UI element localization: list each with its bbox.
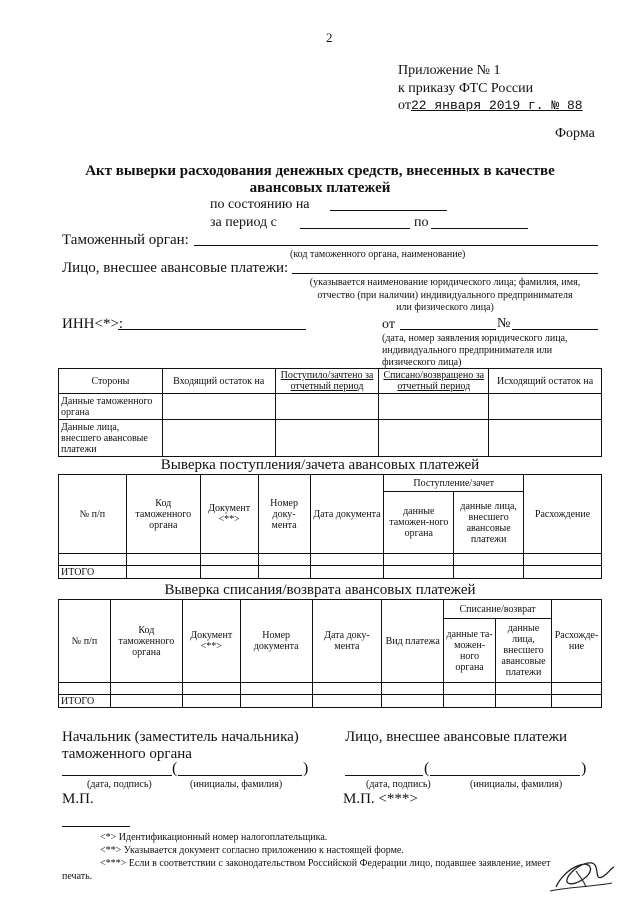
writeoff-header-discrepancy: Расхожде-ние — [551, 600, 601, 683]
handwritten-signature-icon — [546, 847, 618, 897]
payer-initials-field[interactable] — [430, 775, 580, 776]
footnote-divider — [62, 826, 130, 827]
chief-initials-field[interactable] — [178, 775, 302, 776]
payer-initials-bracket-open: ( — [424, 760, 430, 777]
receipt-cell[interactable] — [454, 554, 524, 566]
summary-table — [58, 368, 602, 457]
summary-cell[interactable] — [379, 420, 489, 457]
receipt-header-group: Поступление/зачет — [384, 475, 524, 492]
chief-date-sign-field[interactable] — [62, 775, 172, 776]
summary-header-received: Поступило/зачтено за отчетный период — [275, 369, 379, 394]
receipt-header-discrepancy: Расхождение — [524, 475, 602, 554]
period-from-label: за период с — [210, 215, 277, 230]
chief-initials-hint: (инициалы, фамилия) — [190, 779, 283, 790]
payer-hint-2: отчество (при наличии) индивидуального предпринимателя — [317, 290, 573, 301]
receipt-cell[interactable] — [384, 566, 454, 579]
writeoff-header-customs-data: данные та-можен-ного органа — [444, 619, 496, 683]
receipt-cell[interactable] — [454, 566, 524, 579]
writeoff-header-payment-type: Вид платежа — [382, 600, 444, 683]
footnote-4: печать. — [62, 871, 93, 882]
writeoff-cell[interactable] — [444, 695, 496, 708]
customs-authority-field[interactable] — [194, 245, 598, 246]
application-number-field[interactable] — [512, 329, 598, 330]
as-of-label: по состоянию на — [210, 197, 310, 212]
summary-header-opening-balance: Входящий остаток на — [162, 369, 275, 394]
receipt-cell[interactable] — [126, 566, 200, 579]
period-from-field[interactable] — [300, 228, 410, 229]
chief-initials-bracket-close: ) — [303, 760, 309, 777]
period-to-field[interactable] — [431, 228, 528, 229]
inn-label: ИНН<*>: — [62, 316, 124, 332]
application-hint-1: (дата, номер заявления юридического лица, — [382, 333, 568, 344]
writeoff-header-doc-date: Дата доку-мента — [312, 600, 382, 683]
receipt-cell[interactable] — [59, 554, 127, 566]
summary-row-customs-label: Данные таможенного органа — [59, 394, 163, 420]
appendix-line-1: Приложение № 1 — [398, 63, 501, 78]
receipt-header-doc-date: Дата документа — [310, 475, 384, 554]
writeoff-header-document: Документ <**> — [182, 600, 240, 683]
writeoff-cell[interactable] — [182, 683, 240, 695]
payer-date-sign-hint: (дата, подпись) — [366, 779, 431, 790]
stamp-right: М.П. <***> — [343, 791, 418, 807]
writeoff-cell[interactable] — [444, 683, 496, 695]
appendix-date-value: 22 января 2019 г. № 88 — [410, 98, 583, 113]
receipt-cell[interactable] — [200, 566, 258, 579]
chief-title-line-2: таможенного органа — [62, 746, 192, 762]
summary-cell[interactable] — [275, 394, 379, 420]
receipt-cell[interactable] — [258, 554, 310, 566]
receipt-cell[interactable] — [200, 554, 258, 566]
writeoff-section-title: Выверка списания/возврата авансовых платежей — [164, 582, 476, 598]
form-label: Форма — [555, 126, 595, 141]
receipt-cell[interactable] — [524, 566, 602, 579]
chief-date-sign-hint: (дата, подпись) — [87, 779, 152, 790]
payer-label: Лицо, внесшее авансовые платежи: — [62, 260, 289, 276]
writeoff-total-label: ИТОГО — [59, 695, 111, 708]
receipt-cell[interactable] — [310, 554, 384, 566]
application-from-label: от — [382, 317, 395, 332]
writeoff-cell[interactable] — [496, 695, 552, 708]
receipt-total-label: ИТОГО — [59, 566, 127, 579]
writeoff-cell[interactable] — [551, 683, 601, 695]
receipt-table — [58, 474, 602, 579]
writeoff-header-code: Код таможенного органа — [110, 600, 182, 683]
writeoff-cell[interactable] — [551, 695, 601, 708]
receipt-header-document: Документ <**> — [200, 475, 258, 554]
summary-header-parties: Стороны — [59, 369, 163, 394]
payer-date-sign-field[interactable] — [345, 775, 423, 776]
application-date-field[interactable] — [400, 329, 496, 330]
application-hint-2: индивидуального предпринимателя или — [382, 345, 553, 356]
receipt-header-doc-number: Номер доку-мента — [258, 475, 310, 554]
customs-authority-hint: (код таможенного органа, наименование) — [290, 249, 466, 260]
writeoff-header-payer-data: данные лица, внесшего авансовые платежи — [496, 619, 552, 683]
payer-initials-bracket-close: ) — [581, 760, 587, 777]
footnote-2: <**> Указывается документ согласно приложению к настоящей форме. — [100, 845, 404, 856]
writeoff-cell[interactable] — [240, 683, 312, 695]
customs-authority-label: Таможенный орган: — [62, 232, 189, 248]
chief-title-line-1: Начальник (заместитель начальника) — [62, 729, 299, 745]
receipt-header-code: Код таможенного органа — [126, 475, 200, 554]
application-hint-3: физического лица) — [382, 357, 462, 368]
writeoff-header-group: Списание/возврат — [444, 600, 552, 619]
summary-header-closing-balance: Исходящий остаток на — [489, 369, 602, 394]
summary-cell[interactable] — [489, 420, 602, 457]
summary-cell[interactable] — [162, 394, 275, 420]
footnote-1: <*> Идентификационный номер налогоплательщика. — [100, 832, 328, 843]
writeoff-cell[interactable] — [59, 683, 111, 695]
application-number-label: № — [497, 316, 511, 331]
payer-hint-3: или физического лица) — [396, 302, 494, 313]
inn-field[interactable] — [118, 329, 306, 330]
stamp-left: М.П. — [62, 791, 94, 807]
writeoff-cell[interactable] — [182, 695, 240, 708]
receipt-header-num: № п/п — [59, 475, 127, 554]
summary-header-written-off: Списано/возвращено за отчетный период — [379, 369, 489, 394]
writeoff-table — [58, 599, 602, 708]
payer-initials-hint: (инициалы, фамилия) — [470, 779, 563, 790]
writeoff-header-num: № п/п — [59, 600, 111, 683]
writeoff-cell[interactable] — [312, 683, 382, 695]
appendix-date — [398, 98, 583, 114]
writeoff-header-doc-number: Номер документа — [240, 600, 312, 683]
document-title-line-2: авансовых платежей — [249, 180, 391, 196]
summary-cell[interactable] — [162, 420, 275, 457]
appendix-date-prefix: от — [398, 98, 411, 113]
summary-cell[interactable] — [489, 394, 602, 420]
summary-row-payer-label: Данные лица, внесшего авансовые платежи — [59, 420, 163, 457]
as-of-field[interactable] — [330, 210, 447, 211]
writeoff-cell[interactable] — [312, 695, 382, 708]
receipt-section-title: Выверка поступления/зачета авансовых платежей — [160, 457, 480, 473]
receipt-cell[interactable] — [524, 554, 602, 566]
payer-field[interactable] — [292, 273, 598, 274]
page-number: 2 — [326, 30, 333, 45]
receipt-header-payer-data: данные лица, внесшего авансовые платежи — [454, 492, 524, 554]
receipt-cell[interactable] — [258, 566, 310, 579]
writeoff-cell[interactable] — [382, 695, 444, 708]
receipt-cell[interactable] — [310, 566, 384, 579]
receipt-cell[interactable] — [384, 554, 454, 566]
payer-signature-title: Лицо, внесшее авансовые платежи — [345, 729, 567, 745]
summary-cell[interactable] — [275, 420, 379, 457]
writeoff-cell[interactable] — [110, 695, 182, 708]
period-to-label: по — [414, 215, 429, 230]
chief-initials-bracket-open: ( — [172, 760, 178, 777]
appendix-line-2: к приказу ФТС России — [398, 81, 534, 96]
writeoff-cell[interactable] — [496, 683, 552, 695]
receipt-cell[interactable] — [126, 554, 200, 566]
document-title-line-1: Акт выверки расходования денежных средств, внесенных в качестве — [85, 163, 555, 179]
payer-hint-1: (указывается наименование юридического лица; фамилия, имя, — [309, 277, 581, 288]
writeoff-cell[interactable] — [110, 683, 182, 695]
writeoff-cell[interactable] — [240, 695, 312, 708]
writeoff-cell[interactable] — [382, 683, 444, 695]
footnote-3: <***> Если в соответствии с законодательством Российской Федерации лицо, подавшее заявление, имеет — [100, 858, 551, 869]
receipt-header-customs-data: данные таможен-ного органа — [384, 492, 454, 554]
summary-cell[interactable] — [379, 394, 489, 420]
